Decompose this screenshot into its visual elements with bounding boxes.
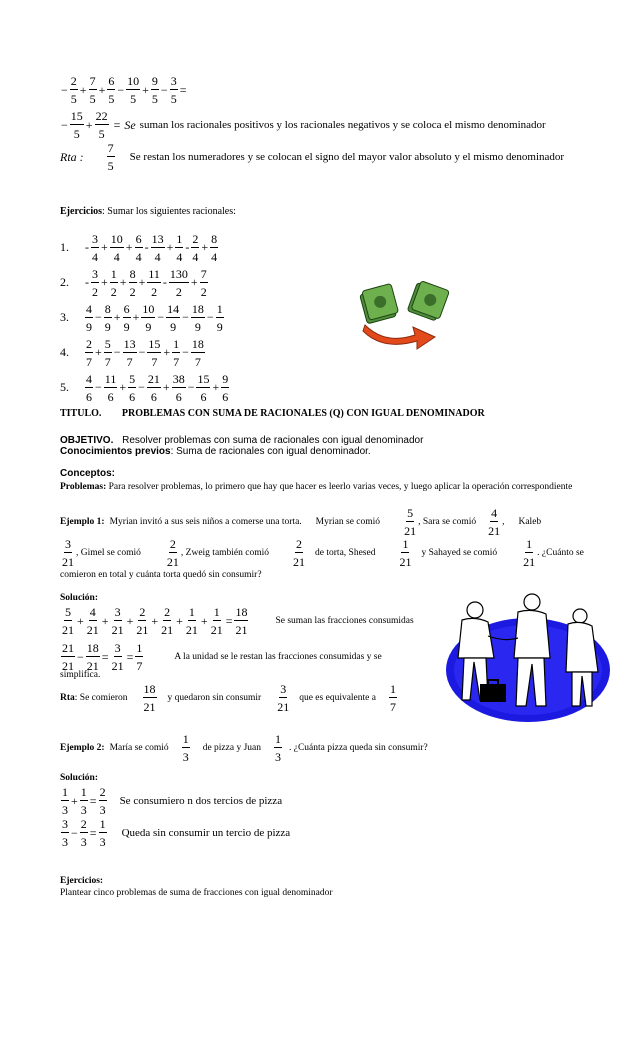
operator: + [126, 613, 134, 628]
ejercicios-heading: Ejercicios: Sumar los siguientes racionales: [60, 206, 236, 217]
numerator: 2 [192, 231, 199, 246]
numerator: 2 [139, 605, 146, 619]
denominator: 21 [136, 623, 149, 637]
fraction [160, 606, 174, 636]
solucion2-line2: 3 3 − $\frac{2}{3}$ = $\frac{1}{3}$ Queda sin consumir un tercio de pizza [62, 817, 291, 849]
fraction [172, 338, 180, 368]
operator: + [212, 380, 220, 394]
denominator: 2 [151, 284, 158, 299]
numerator: 3 [92, 231, 98, 246]
operator: + [95, 345, 102, 359]
denominator: 2 [200, 284, 207, 299]
exercise-item [60, 300, 230, 335]
fraction [104, 373, 118, 403]
denominator: 7 [86, 354, 92, 369]
fraction: $\frac{18}{21}$ [86, 641, 99, 673]
operator: − [160, 82, 168, 97]
denominator: 5 [170, 92, 177, 106]
fraction [196, 373, 210, 403]
operator: - [85, 275, 89, 289]
fraction [104, 303, 112, 333]
fraction [147, 373, 161, 403]
fraction [91, 233, 99, 263]
numerator: 1 [213, 605, 220, 619]
denominator: 21 [210, 623, 223, 637]
exercise-number: 4. [60, 345, 69, 359]
exercise-number: 5. [60, 380, 69, 394]
denominator: 5 [151, 92, 158, 106]
numerator: 13 [151, 231, 164, 246]
objetivo-line: OBJETIVO. Resolver problemas con suma de racionales con igual denominador [60, 435, 424, 446]
exercise-item [60, 265, 230, 300]
denominator: 7 [151, 354, 158, 369]
simplifica-text: simplifica. [60, 670, 101, 680]
ejercicios2-heading: Ejercicios: [60, 876, 104, 886]
numerator: 2 [86, 336, 92, 351]
denominator: 5 [108, 92, 115, 106]
fraction [110, 233, 124, 263]
fraction [191, 233, 199, 263]
operator: − [95, 310, 102, 324]
rta-explanation: Se restan los numeradores y se colocan el signo del mayor valor absoluto y el mismo denominador [129, 151, 565, 163]
numerator: 5 [65, 605, 71, 619]
operator: - [85, 240, 89, 254]
denominator: 21 [111, 623, 124, 637]
numerator: 11 [104, 371, 117, 386]
numerator: 8 [211, 231, 218, 246]
fraction [85, 303, 93, 333]
fraction [221, 373, 229, 403]
operator: + [125, 240, 133, 254]
denominator: 21 [62, 623, 74, 637]
denominator: 6 [129, 389, 136, 404]
ejemplo1-question: comieron en total y cuánta torta quedó sin consumir? [60, 570, 262, 580]
ejemplo2-line: Ejemplo 2: María se comió 1 3 de pizza y Juan 1 3 . ¿Cuánta pizza queda sin consumir? [60, 732, 428, 764]
numerator: 1 [176, 231, 183, 246]
fraction [234, 606, 248, 636]
denominator: 6 [222, 389, 229, 404]
minus-sign: − [61, 117, 68, 132]
fraction [210, 233, 218, 263]
operator: + [101, 275, 108, 289]
exercise-item [60, 370, 230, 405]
conocimientos-line: Conocimientos previos: Suma de racionales con igual denominador. [60, 446, 371, 457]
problemas-paragraph: Problemas: Para resolver problemas, lo primero que hay que hacer es leerlo varias veces, y luego aplicar la operación correspondiente [60, 482, 573, 492]
titulo-line [60, 408, 485, 419]
numerator: 18 [235, 605, 248, 619]
numerator: 7 [89, 74, 96, 88]
operator: − [117, 82, 125, 97]
numerator: 18 [191, 301, 204, 316]
numerator: 6 [108, 74, 115, 88]
numerator: 3 [92, 266, 98, 281]
numerator: 4 [86, 301, 92, 316]
numerator: 38 [172, 371, 185, 386]
solucion2-line1: 1 3 + $\frac{1}{3}$ = $\frac{2}{3}$ Se consumiero n dos tercios de pizza [62, 785, 283, 817]
operator: − [95, 380, 102, 394]
fraction: 3 3 [62, 817, 68, 849]
operator: = [179, 82, 187, 97]
numerator: 6 [123, 301, 130, 316]
operator: - [162, 275, 167, 289]
sum-note: Se suman las fracciones consumidas [275, 616, 414, 626]
operator: − [182, 345, 189, 359]
denominator: 7 [194, 354, 201, 369]
operator: - [185, 240, 190, 254]
fraction: 1 7 [389, 682, 396, 714]
fraction [123, 338, 137, 368]
solucion1-sum [60, 606, 414, 636]
denominator: 9 [216, 319, 223, 334]
denominator: 6 [150, 389, 157, 404]
denominator: 4 [211, 249, 218, 264]
operator: + [163, 345, 171, 359]
fraction: 4 21 [488, 506, 501, 538]
denominator: 6 [200, 389, 207, 404]
operator: + [119, 380, 127, 394]
fraction: 1 3 [182, 732, 189, 764]
fraction [135, 233, 143, 263]
denominator: 6 [107, 389, 114, 404]
operator: − [206, 310, 214, 324]
rta-label: Rta : [60, 149, 84, 164]
fraction [185, 606, 199, 636]
fraction [128, 373, 136, 403]
operator: − [187, 380, 195, 394]
fraction [135, 606, 149, 636]
fraction: $\frac{1}{7}$ [136, 641, 143, 673]
numerator: 8 [129, 266, 136, 281]
fraction: $\frac{1}{3}$ [99, 817, 106, 849]
exercise-number: 2. [60, 275, 69, 289]
fraction [85, 373, 93, 403]
operator: + [201, 240, 209, 254]
numerator: 11 [148, 266, 160, 281]
solucion1-subtraction: 21 21 − $\frac{18}{21}$ = $\frac{3}{21}$ = $\frac{1}{7}$ A la unidad se le restan las fracciones consumidas y se [62, 641, 382, 673]
fraction [151, 75, 159, 105]
numerator: 1 [173, 336, 180, 351]
numerator: 14 [167, 301, 180, 316]
operator: + [176, 613, 183, 628]
fraction [91, 268, 99, 298]
denominator: 7 [126, 354, 133, 369]
denominator: 2 [110, 284, 117, 299]
numerator: 3 [114, 605, 121, 619]
fraction [85, 338, 93, 368]
operator: + [200, 613, 208, 628]
money-illustration [355, 275, 455, 350]
fraction: $\frac{22}{5}$ [95, 109, 108, 141]
denominator: 4 [154, 249, 161, 264]
numerator: 1 [216, 301, 223, 316]
solucion2-note1: Se consumiero n dos tercios de pizza [119, 795, 283, 807]
numerator: 18 [191, 336, 204, 351]
intro-explanation: suman los racionales positivos y los racionales negativos y se coloca el mismo denominador [139, 119, 546, 131]
fraction [175, 233, 183, 263]
numerator: 10 [110, 231, 123, 246]
denominator: 21 [185, 623, 198, 637]
denominator: 9 [104, 319, 111, 334]
operator: + [119, 275, 127, 289]
intro-sum-row [60, 75, 187, 105]
numerator: 7 [200, 266, 207, 281]
plus-sign: + [85, 117, 93, 132]
numerator: 130 [169, 266, 188, 281]
fraction [172, 373, 186, 403]
fraction: 3 21 [62, 537, 74, 569]
operator: + [138, 275, 146, 289]
solucion2-heading: Solución: [60, 773, 99, 783]
operator: + [190, 275, 198, 289]
fraction [170, 75, 178, 105]
denominator: 7 [104, 354, 111, 369]
denominator: 9 [194, 319, 201, 334]
numerator: 15 [197, 371, 210, 386]
operator: + [132, 310, 140, 324]
fraction [104, 338, 112, 368]
fraction [166, 303, 180, 333]
fraction: $\frac{3}{21}$ [111, 641, 124, 673]
denominator: 21 [86, 623, 99, 637]
fraction [191, 303, 205, 333]
fraction [216, 303, 224, 333]
numerator: 5 [104, 336, 111, 351]
fraction [129, 268, 137, 298]
fraction [147, 338, 161, 368]
operator: − [182, 310, 189, 324]
fraction [123, 303, 131, 333]
denominator: 21 [161, 623, 174, 637]
denominator: 4 [192, 249, 199, 264]
denominator: 9 [170, 319, 177, 334]
intro-row2 [60, 110, 546, 140]
operator: − [138, 345, 146, 359]
operator: + [162, 380, 170, 394]
fraction [191, 338, 205, 368]
operator: + [101, 240, 108, 254]
numerator: 6 [135, 231, 142, 246]
exercise-number: 1. [60, 240, 69, 254]
numerator: 2 [70, 74, 77, 88]
solucion1-heading: Solución: [60, 593, 99, 603]
operator: − [61, 82, 68, 97]
operator: + [142, 82, 149, 97]
exercise-list [60, 230, 230, 405]
fraction: $\frac{2}{3}$ [80, 817, 87, 849]
solucion2-note2: Queda sin consumir un tercio de pizza [121, 827, 291, 839]
fraction: 1 3 [274, 732, 281, 764]
operator: + [77, 613, 84, 628]
numerator: 2 [164, 605, 171, 619]
operator: + [98, 82, 106, 97]
denominator: 5 [89, 92, 96, 106]
fraction [210, 606, 224, 636]
fraction: 1 21 [399, 537, 412, 569]
operator: - [144, 240, 149, 254]
fraction: 2 21 [293, 537, 306, 569]
denominator: 2 [175, 284, 182, 299]
ejercicios2-text: Plantear cinco problemas de suma de fracciones con igual denominador [60, 888, 333, 898]
numerator: 13 [123, 336, 136, 351]
titulo-text: PROBLEMAS CON SUMA DE RACIONALES (Q) CON IGUAL DENOMINADOR [121, 408, 485, 419]
operator: + [166, 240, 174, 254]
ejemplo1-line2: 3 21 , Gimel se comió 2 21 , Zweig también comió 2 21 de torta, Shesed 1 21 y Sahayed se comió 1 21 . ¿Cuánto se [62, 537, 584, 569]
operator: − [113, 345, 121, 359]
numerator: 10 [142, 301, 155, 316]
numerator: 3 [170, 74, 177, 88]
fraction: 1 3 [62, 785, 68, 817]
fraction [147, 268, 161, 298]
denominator: 6 [175, 389, 182, 404]
numerator: 9 [222, 371, 229, 386]
exercise-item [60, 335, 230, 370]
numerator: 4 [86, 371, 92, 386]
fraction: $\frac{2}{3}$ [99, 785, 106, 817]
exercise-item [60, 230, 230, 265]
numerator: 1 [188, 605, 195, 619]
operator: − [157, 310, 165, 324]
fraction [169, 268, 189, 298]
fraction: 5 21 [404, 506, 417, 538]
numerator: 5 [129, 371, 136, 386]
numerator: 9 [151, 74, 158, 88]
fraction: 2 21 [166, 537, 179, 569]
fraction: 3 21 [277, 682, 290, 714]
fraction [70, 75, 78, 105]
handshake-illustration [440, 588, 610, 728]
fraction [141, 303, 155, 333]
denominator: 5 [70, 92, 77, 106]
fraction: $\frac{15}{5}$ [70, 109, 83, 141]
ejemplo1-line1: Ejemplo 1: Myrian invitó a sus seis niños a comerse una torta. Myrian se comió 5 21 , Sara se comió 4 21 , Kaleb [60, 506, 542, 538]
denominator: 2 [92, 284, 98, 299]
numerator: 10 [127, 74, 140, 88]
operator: + [151, 613, 159, 628]
denominator: 5 [130, 92, 137, 106]
denominator: 21 [235, 623, 248, 637]
fraction: 7 5 [107, 141, 114, 173]
se-word: Se [124, 117, 136, 132]
fraction: $\frac{1}{3}$ [80, 785, 87, 817]
fraction [86, 606, 100, 636]
subtraction-note: A la unidad se le restan las fracciones consumidas y se [174, 652, 382, 662]
titulo-label: TITULO. [60, 408, 102, 419]
fraction: 21 21 [62, 641, 74, 673]
operator: + [79, 82, 87, 97]
denominator: 4 [176, 249, 183, 264]
conceptos-heading: Conceptos: [60, 468, 115, 479]
fraction [111, 606, 125, 636]
numerator: 21 [147, 371, 160, 386]
equals-sign: = [113, 117, 121, 132]
fraction: 18 21 [143, 682, 156, 714]
operator: − [138, 380, 145, 394]
denominator: 6 [86, 389, 92, 404]
fraction: 1 21 [523, 537, 536, 569]
numerator: 1 [110, 266, 117, 281]
operator: + [101, 613, 109, 628]
exercise-number: 3. [60, 310, 69, 324]
operator: + [113, 310, 121, 324]
denominator: 4 [92, 249, 98, 264]
denominator: 9 [145, 319, 152, 334]
fraction [107, 75, 115, 105]
denominator: 4 [113, 249, 120, 264]
fraction [110, 268, 118, 298]
denominator: 7 [173, 354, 180, 369]
fraction [89, 75, 97, 105]
numerator: 4 [89, 605, 96, 619]
denominator: 9 [86, 319, 92, 334]
intro-rta [60, 142, 564, 172]
denominator: 2 [129, 284, 136, 299]
fraction [151, 233, 165, 263]
fraction [61, 606, 75, 636]
rta1-line: Rta : Se comieron 18 21 y quedaron sin consumir 3 21 que es equivalente a 1 7 [60, 682, 396, 714]
operator: = [225, 613, 233, 628]
denominator: 9 [123, 319, 130, 334]
denominator: 4 [135, 249, 142, 264]
fraction [126, 75, 140, 105]
fraction [200, 268, 208, 298]
numerator: 8 [104, 301, 111, 316]
numerator: 15 [148, 336, 161, 351]
